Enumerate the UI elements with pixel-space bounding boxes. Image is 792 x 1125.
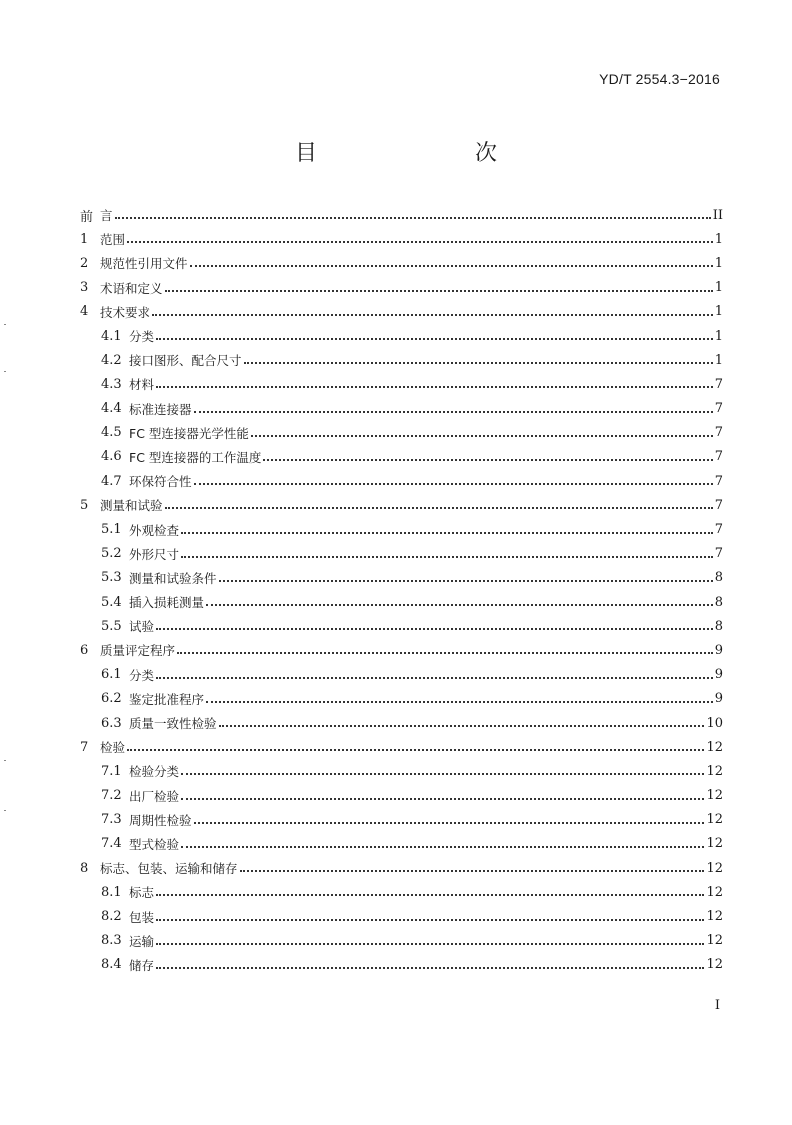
toc-entry-label: 测量和试验条件 [129, 570, 217, 586]
toc-entry-number: 5.2 [101, 546, 122, 562]
toc-entry[interactable] [80, 445, 723, 469]
toc-entry-number: 5.1 [101, 522, 122, 538]
toc-leader-dots [177, 652, 713, 654]
toc-leader-dots [206, 701, 713, 703]
table-of-contents [80, 203, 723, 977]
toc-entry-number: 4.4 [101, 401, 122, 417]
toc-entry-number: 3 [80, 280, 89, 296]
toc-entry-page: 10 [706, 715, 723, 731]
toc-entry-label: 型式检验 [129, 836, 180, 852]
toc-entry-number: 8.2 [101, 909, 122, 925]
toc-entry-number: 前 [80, 209, 94, 225]
toc-entry[interactable] [80, 517, 723, 541]
toc-entry-page: 12 [706, 884, 723, 900]
toc-entry[interactable] [80, 759, 723, 783]
toc-entry-page: 12 [706, 788, 723, 804]
toc-entry-number: 4.2 [101, 352, 122, 368]
toc-entry-number: 6.3 [101, 715, 122, 731]
toc-leader-dots [219, 725, 705, 727]
toc-entry[interactable] [80, 348, 723, 372]
toc-leader-dots [127, 241, 713, 243]
toc-entry[interactable] [80, 542, 723, 566]
toc-entry-page: 12 [706, 763, 723, 779]
toc-leader-dots [156, 386, 713, 388]
toc-entry[interactable] [80, 663, 723, 687]
toc-entry-number: 4.1 [101, 328, 122, 344]
toc-entry-page: 12 [706, 957, 723, 973]
toc-leader-dots [181, 846, 704, 848]
toc-entry-label: 术语和定义 [100, 280, 163, 296]
toc-entry-page: 8 [714, 594, 723, 610]
toc-leader-dots [115, 217, 711, 219]
toc-entry-page: 1 [714, 304, 723, 320]
toc-leader-dots [240, 870, 705, 872]
toc-entry[interactable] [80, 784, 723, 808]
toc-entry-page: 9 [714, 691, 723, 707]
margin-mark [4, 371, 6, 372]
toc-entry-page: 9 [714, 642, 723, 658]
toc-leader-dots [251, 435, 713, 437]
toc-entry-number: 8.1 [101, 884, 122, 900]
toc-entry-number: 7.4 [101, 836, 122, 852]
toc-entry-number: 4.6 [101, 449, 122, 465]
toc-entry-label: 规范性引用文件 [100, 256, 188, 272]
toc-entry-page: 7 [714, 473, 723, 489]
toc-leader-dots [127, 749, 704, 751]
toc-entry[interactable] [80, 372, 723, 396]
margin-mark [4, 324, 6, 325]
toc-entry[interactable] [80, 421, 723, 445]
toc-entry-page: 12 [706, 836, 723, 852]
margin-mark [4, 810, 6, 811]
toc-entry[interactable] [80, 832, 723, 856]
toc-entry-page: 7 [714, 425, 723, 441]
toc-entry[interactable] [80, 493, 723, 517]
toc-entry-label: 环保符合性 [129, 474, 192, 490]
margin-mark [4, 760, 6, 761]
toc-entry-label: 标志 [129, 885, 155, 901]
toc-leader-dots [156, 919, 704, 921]
toc-leader-dots [156, 338, 713, 340]
toc-leader-dots [156, 894, 704, 896]
toc-entry-page: 9 [714, 667, 723, 683]
toc-entry-label: 标准连接器 [129, 401, 192, 417]
toc-entry-page: 1 [714, 352, 723, 368]
toc-entry-number: 8.3 [101, 933, 122, 949]
toc-entry-label: FC 型连接器光学性能 [129, 425, 249, 441]
toc-leader-dots [156, 943, 704, 945]
toc-entry-page: 8 [714, 618, 723, 634]
toc-entry[interactable] [80, 324, 723, 348]
toc-entry[interactable] [80, 929, 723, 953]
toc-entry-page: 7 [714, 497, 723, 513]
toc-entry-label: 插入损耗测量 [129, 595, 205, 611]
toc-entry-page: 12 [706, 812, 723, 828]
toc-entry-label: 言 [100, 208, 113, 224]
toc-entry-number: 5.3 [101, 570, 122, 586]
toc-entry[interactable] [80, 638, 723, 662]
toc-entry[interactable] [80, 735, 723, 759]
toc-entry[interactable] [80, 711, 723, 735]
toc-entry-number: 5.4 [101, 594, 122, 610]
toc-entry[interactable] [80, 856, 723, 880]
toc-entry-page: 1 [714, 231, 723, 247]
toc-entry-page: 7 [714, 522, 723, 538]
toc-entry-label: 测量和试验 [100, 498, 163, 514]
toc-entry-number: 8.4 [101, 957, 122, 973]
toc-entry-label: 出厂检验 [129, 788, 180, 804]
toc-entry[interactable] [80, 469, 723, 493]
toc-leader-dots [165, 290, 713, 292]
toc-entry-label: 运输 [129, 933, 155, 949]
toc-entry-label: FC 型连接器的工作温度 [129, 449, 262, 465]
toc-entry-label: 试验 [129, 619, 155, 635]
toc-entry[interactable] [80, 251, 723, 275]
toc-entry-number: 5 [80, 497, 89, 513]
toc-leader-dots [181, 556, 713, 558]
standard-code: YD/T 2554.3−2016 [599, 71, 720, 87]
toc-entry-number: 7.2 [101, 788, 122, 804]
toc-entry[interactable] [80, 590, 723, 614]
toc-entry-label: 外观检查 [129, 522, 180, 538]
toc-entry-label: 包装 [129, 909, 155, 925]
toc-entry-label: 接口图形、配合尺寸 [129, 353, 242, 369]
toc-entry-number: 6.1 [101, 667, 122, 683]
toc-entry-label: 检验分类 [129, 764, 180, 780]
toc-leader-dots [190, 265, 713, 267]
toc-entry-label: 周期性检验 [129, 812, 192, 828]
toc-entry-label: 分类 [129, 329, 155, 345]
toc-entry-page: 8 [714, 570, 723, 586]
toc-entry-number: 7.3 [101, 812, 122, 828]
toc-entry-number: 6 [80, 642, 89, 658]
toc-leader-dots [181, 532, 713, 534]
toc-leader-dots [219, 580, 713, 582]
toc-entry-page: 7 [714, 449, 723, 465]
toc-leader-dots [165, 507, 713, 509]
toc-leader-dots [206, 604, 713, 606]
toc-entry-label: 材料 [129, 377, 155, 393]
toc-entry-label: 质量评定程序 [100, 643, 176, 659]
toc-entry[interactable] [80, 953, 723, 977]
toc-entry-number: 4.5 [101, 425, 122, 441]
toc-entry-page: II [712, 207, 723, 223]
toc-entry-number: 4 [80, 304, 89, 320]
toc-entry-label: 技术要求 [100, 304, 151, 320]
toc-entry-page: 1 [714, 255, 723, 271]
toc-leader-dots [181, 798, 704, 800]
toc-entry[interactable] [80, 227, 723, 251]
toc-entry-page: 12 [706, 860, 723, 876]
toc-entry[interactable] [80, 614, 723, 638]
toc-entry-number: 8 [80, 860, 89, 876]
toc-entry-page: 12 [706, 933, 723, 949]
toc-entry-number: 4.7 [101, 473, 122, 489]
toc-leader-dots [156, 677, 713, 679]
toc-entry-page: 7 [714, 401, 723, 417]
toc-entry-page: 1 [714, 328, 723, 344]
toc-leader-dots [181, 773, 704, 775]
toc-entry[interactable] [80, 203, 723, 227]
toc-entry-page: 1 [714, 280, 723, 296]
toc-entry-number: 2 [80, 255, 89, 271]
toc-entry-number: 5.5 [101, 618, 122, 634]
toc-leader-dots [156, 967, 704, 969]
toc-entry-page: 12 [706, 909, 723, 925]
toc-leader-dots [244, 362, 713, 364]
toc-entry[interactable] [80, 276, 723, 300]
toc-entry-label: 储存 [129, 957, 155, 973]
toc-entry[interactable] [80, 687, 723, 711]
toc-entry-number: 4.3 [101, 376, 122, 392]
toc-entry-page: 7 [714, 546, 723, 562]
toc-entry-label: 范围 [100, 232, 126, 248]
toc-leader-dots [263, 459, 712, 461]
toc-entry-number: 6.2 [101, 691, 122, 707]
toc-entry-page: 7 [714, 376, 723, 392]
toc-entry-number: 7 [80, 739, 89, 755]
toc-entry[interactable] [80, 880, 723, 904]
toc-entry[interactable] [80, 904, 723, 928]
page-title: 目 次 [294, 141, 535, 166]
toc-leader-dots [194, 411, 713, 413]
toc-entry[interactable] [80, 300, 723, 324]
toc-entry-label: 外形尺寸 [129, 546, 180, 562]
page-number: I [714, 998, 720, 1013]
toc-entry-page: 12 [706, 739, 723, 755]
toc-entry-label: 分类 [129, 667, 155, 683]
toc-entry-number: 1 [80, 231, 89, 247]
toc-entry[interactable] [80, 808, 723, 832]
toc-entry-number: 7.1 [101, 763, 122, 779]
toc-entry-label: 鉴定批准程序 [129, 691, 205, 707]
toc-entry[interactable] [80, 566, 723, 590]
toc-entry-label: 检验 [100, 740, 126, 756]
toc-entry-label: 质量一致性检验 [129, 716, 217, 732]
toc-leader-dots [152, 314, 713, 316]
toc-leader-dots [156, 628, 713, 630]
toc-leader-dots [194, 822, 705, 824]
toc-leader-dots [194, 483, 713, 485]
toc-entry-label: 标志、包装、运输和储存 [100, 861, 238, 877]
toc-entry[interactable] [80, 397, 723, 421]
